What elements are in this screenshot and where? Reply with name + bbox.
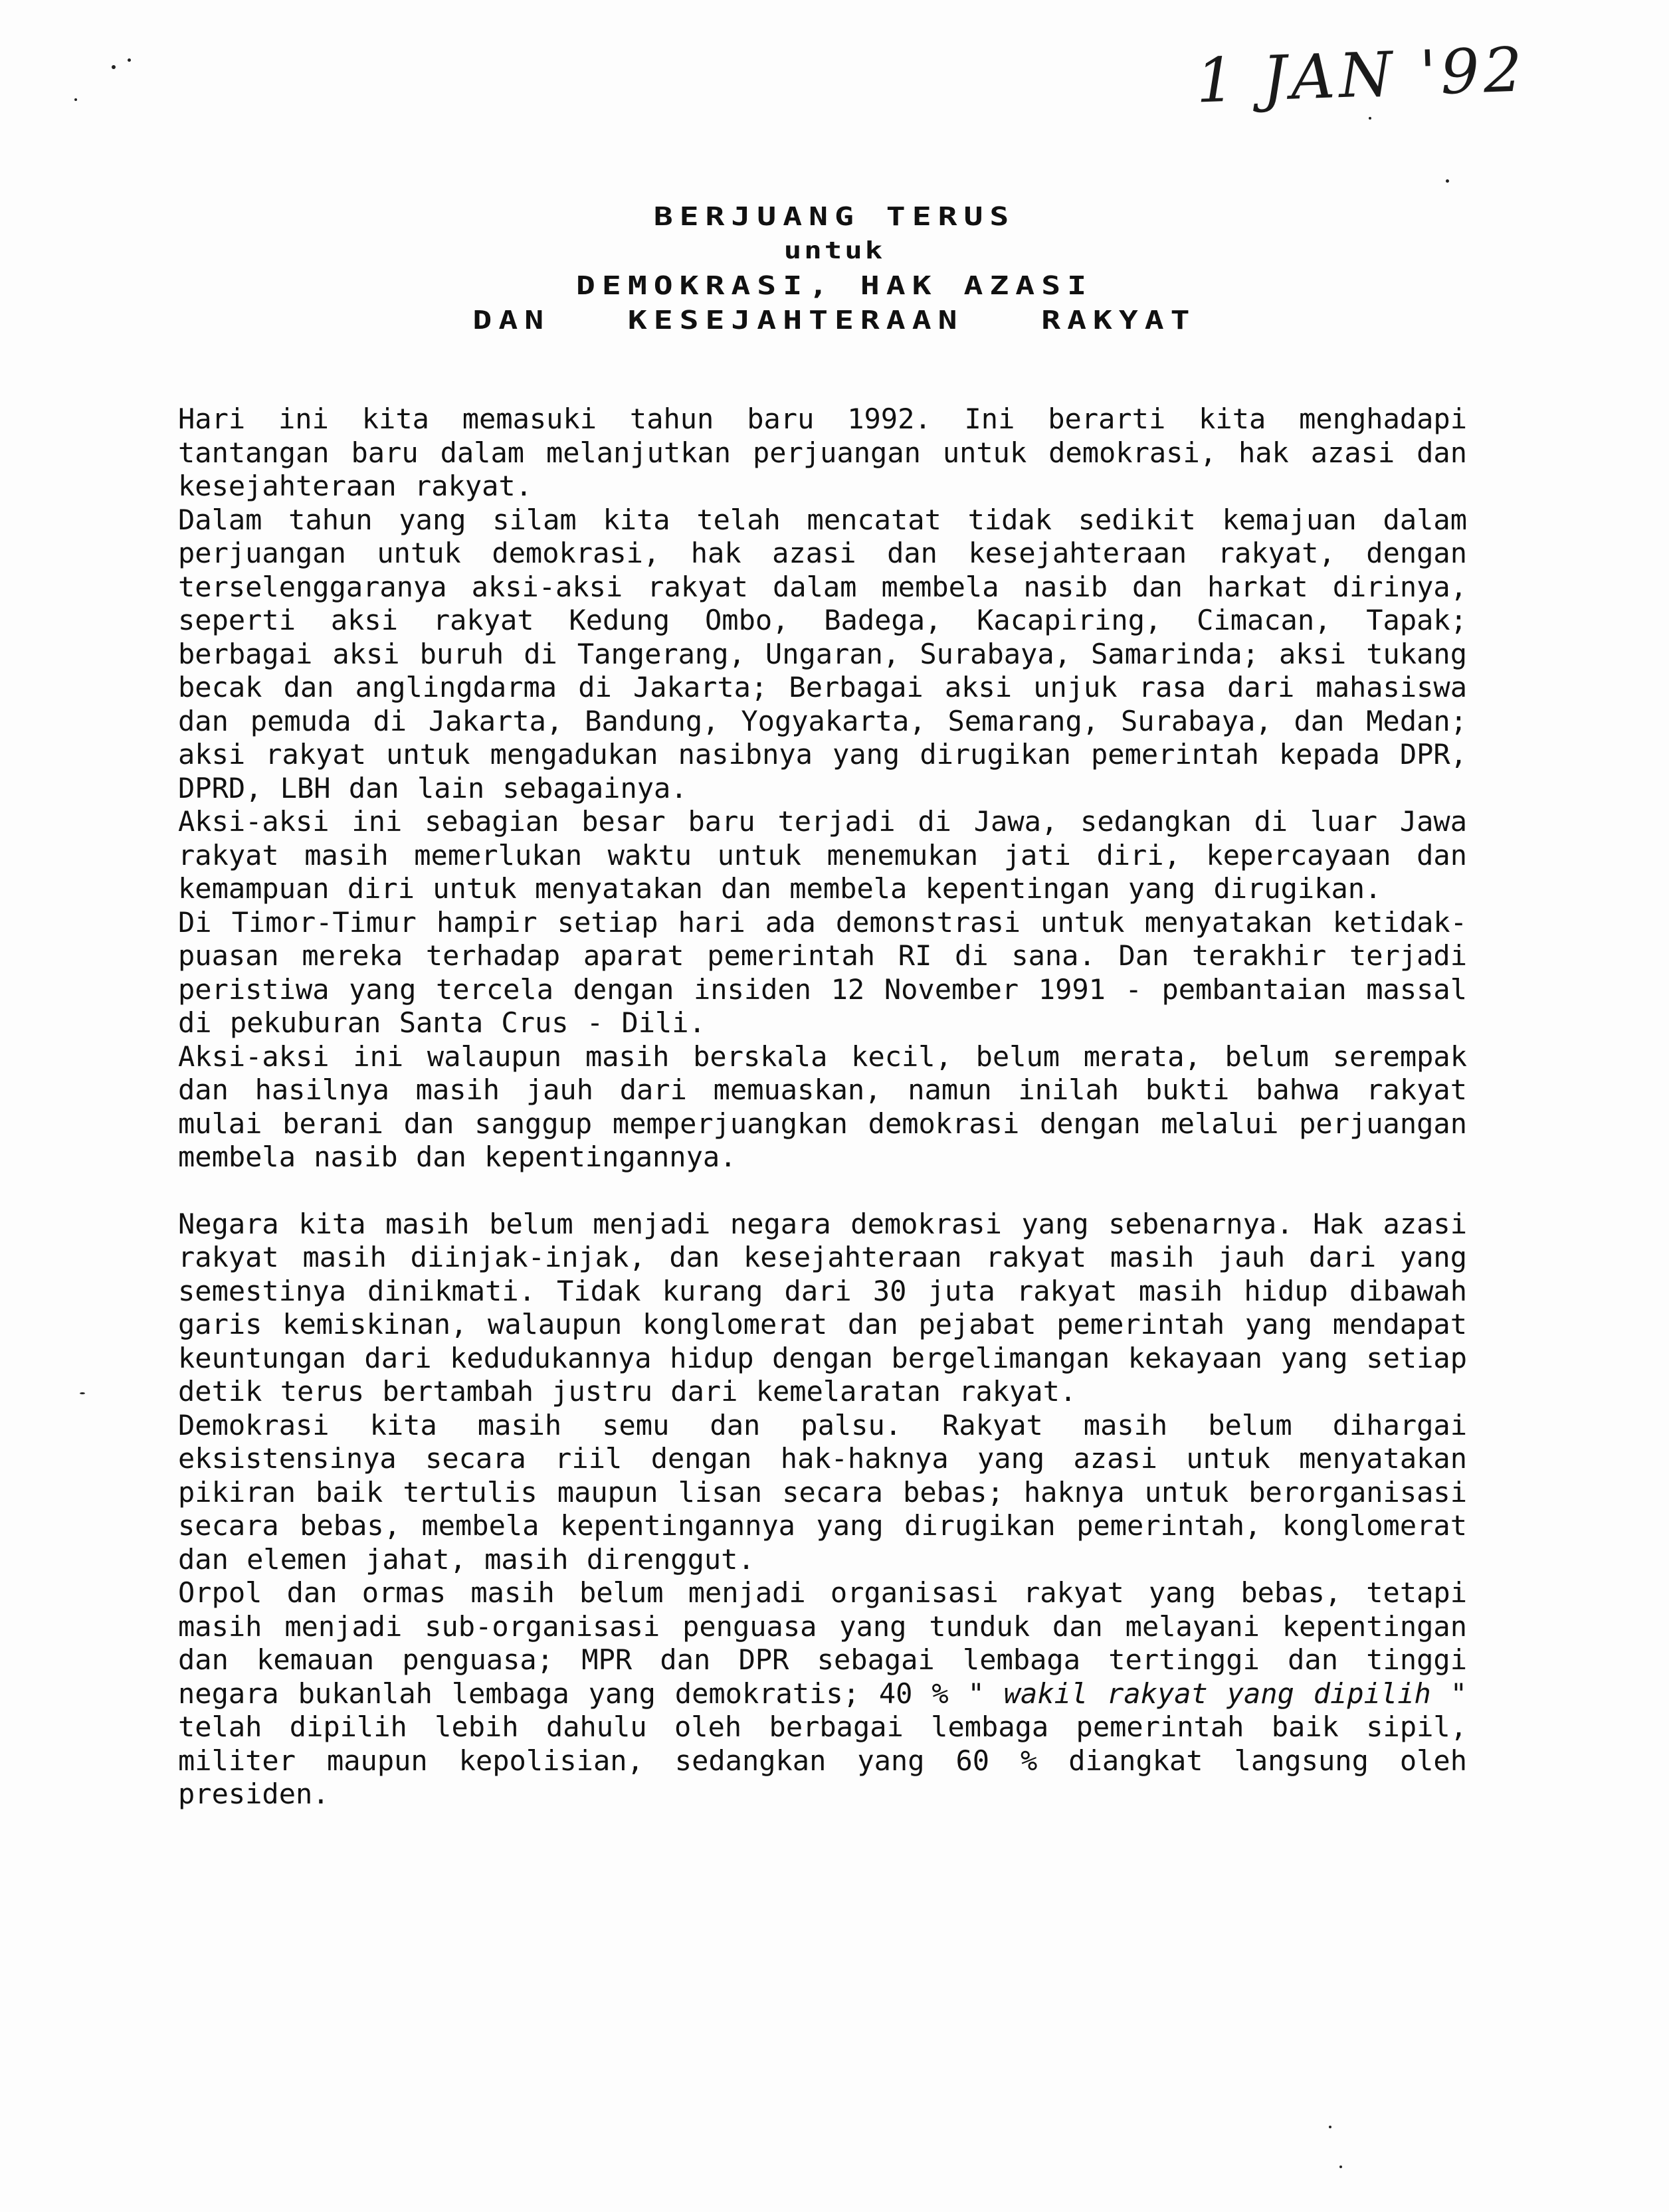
document-body bbox=[178, 403, 1467, 1811]
paragraph-1: Hari ini kita memasuki tahun baru 1992. Ini berarti kita menghadapi tantangan baru dalam melanjutkan perjuangan untuk demokrasi, hak azasi dan kesejahteraan rakyat. bbox=[178, 403, 1467, 502]
paragraph-4: Di Timor-Timur hampir setiap hari ada demonstrasi untuk menyatakan ketidak-puasan mereka terhadap aparat pemerintah RI di sana. Dan terakhir terjadi peristiwa yang tercela dengan insiden 12 November 1991 - pembantaian massal di pekuburan Santa Crus - Dili. bbox=[178, 905, 1467, 1039]
paragraph-8-text-b: telah dipilih lebih dahulu oleh berbagai lembaga pemerintah baik sipil, militer maupun kepolisian, sedangkan yang 60 % diangkat langsung oleh presiden. bbox=[178, 1710, 1467, 1810]
scan-speck bbox=[1339, 2166, 1342, 2168]
title-line-2: untuk bbox=[783, 237, 886, 264]
paragraph-2: Dalam tahun yang silam kita telah mencatat tidak sedikit kemajuan dalam perjuangan untuk demokrasi, hak azasi dan kesejahteraan rakyat, dengan terselenggaranya aksi-aksi rakyat dalam membela nasib dan harkat dirinya, seperti aksi rakyat Kedung Ombo, Badega, Kacapiring, Cimacan, Tapak; berbagai aksi buruh di Tangerang, Ungaran, Surabaya, Samarinda; aksi tukang becak dan anglingdarma di Jakarta; Berbagai aksi unjuk rasa dari mahasiswa dan pemuda di Jakarta, Bandung, Yogyakarta, Semarang, Surabaya, dan Medan; aksi rakyat untuk mengadukan nasibnya yang dirugikan pemerintah kepada DPR, DPRD, LBH dan lain sebagainya. bbox=[178, 503, 1467, 804]
paragraph-5: Aksi-aksi ini walaupun masih berskala kecil, belum merata, belum serempak dan hasilnya masih jauh dari memuaskan, namun inilah bukti bahwa rakyat mulai berani dan sanggup memperjuangkan demokrasi dengan melalui perjuangan membela nasib dan kepentingannya. bbox=[178, 1040, 1467, 1173]
paragraph-7: Demokrasi kita masih semu dan palsu. Rakyat masih belum dihargai eksistensinya secara riil dengan hak-haknya yang azasi untuk menyatakan pikiran baik tertulis maupun lisan secara bebas; haknya untuk berorganisasi secara bebas, membela kepentingannya yang dirugikan pemerintah, konglomerat dan elemen jahat, masih direnggut. bbox=[178, 1408, 1467, 1576]
paragraph-3: Aksi-aksi ini sebagian besar baru terjadi di Jawa, sedangkan di luar Jawa rakyat masih memerlukan waktu untuk menemukan jati diri, kepercayaan dan kemampuan diri untuk menyatakan dan membela kepentingan yang dirugikan. bbox=[178, 805, 1467, 905]
paragraph-8 bbox=[178, 1576, 1467, 1811]
scan-speck bbox=[80, 1392, 85, 1394]
scan-speck bbox=[1369, 117, 1371, 120]
paragraph-8-quote: " wakil rakyat yang dipilih " bbox=[967, 1677, 1467, 1710]
handwritten-date: 1 JAN '92 bbox=[1195, 34, 1527, 117]
document-title bbox=[0, 199, 1669, 337]
title-line-3: DEMOKRASI, HAK AZASI bbox=[576, 270, 1093, 301]
paragraph-8-text-a: Orpol dan ormas masih belum menjadi organisasi rakyat yang bebas, tetapi masih menjadi sub-organisasi penguasa yang tunduk dan melayani kepentingan dan kemauan penguasa; MPR dan DPR sebagai lembaga tertinggi dan tinggi negara bukanlah lembaga yang demokratis; 40 % bbox=[178, 1576, 1467, 1710]
paragraph-gap bbox=[178, 1174, 1467, 1208]
paragraph-6: Negara kita masih belum menjadi negara demokrasi yang sebenarnya. Hak azasi rakyat masih diinjak-injak, dan kesejahteraan rakyat masih jauh dari yang semestinya dinikmati. Tidak kurang dari 30 juta rakyat masih hidup dibawah garis kemiskinan, walaupun konglomerat dan pejabat pemerintah yang mendapat keuntungan dari kedudukannya hidup dengan bergelimangan kekayaan yang setiap detik terus bertambah justru dari kemelaratan rakyat. bbox=[178, 1207, 1467, 1408]
scan-speck bbox=[74, 98, 77, 101]
scan-speck bbox=[128, 58, 131, 62]
title-line-4: DAN KESEJAHTERAAN RAKYAT bbox=[472, 305, 1197, 335]
title-line-1: BERJUANG TERUS bbox=[653, 201, 1016, 232]
scan-speck bbox=[1329, 2126, 1331, 2128]
scan-speck bbox=[1446, 179, 1449, 183]
scan-speck bbox=[112, 65, 116, 69]
